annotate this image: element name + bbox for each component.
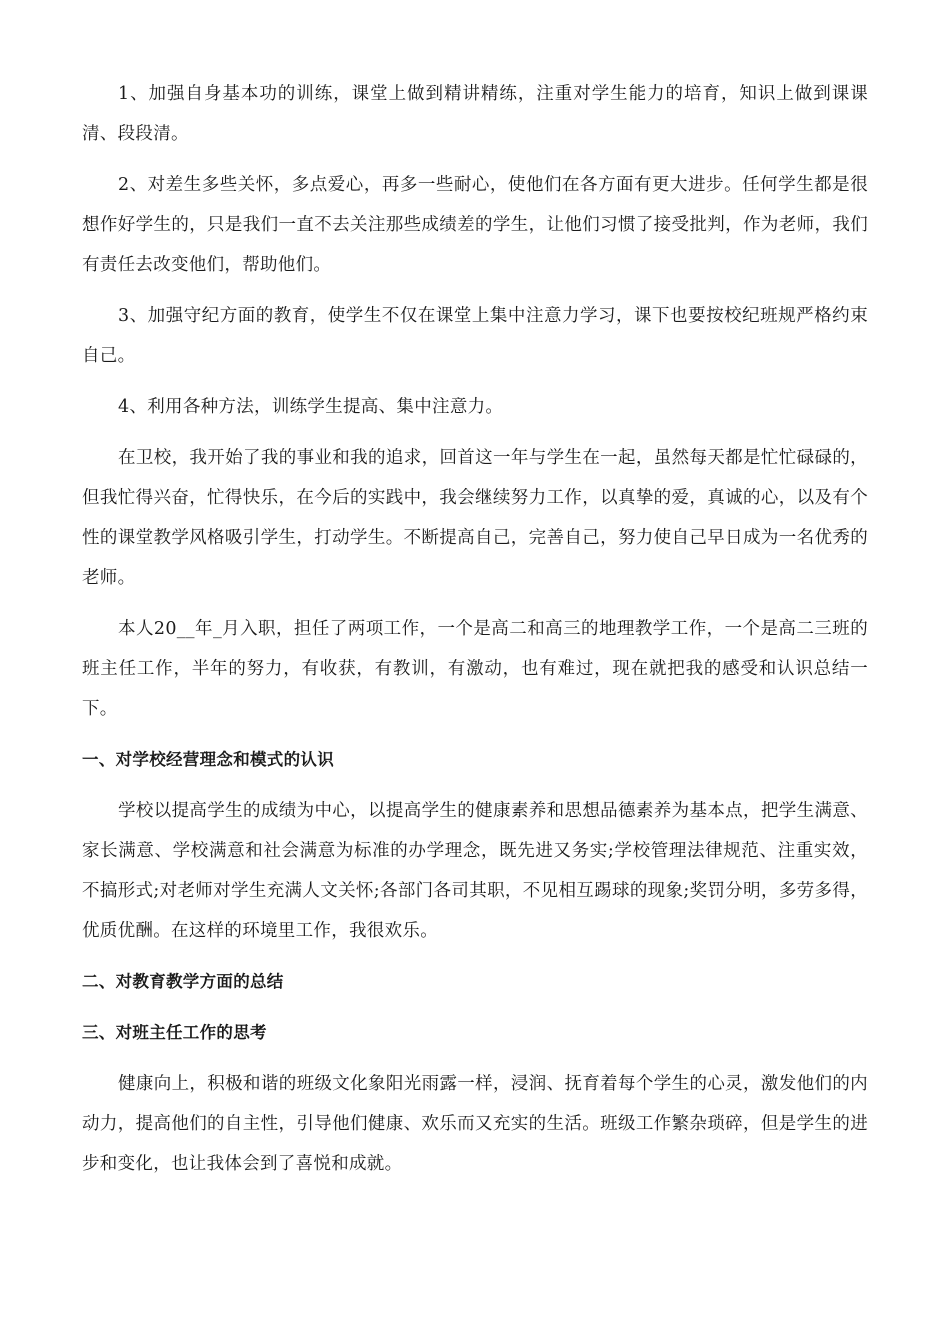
document-body <box>82 74 868 1195</box>
section-heading-2: 二、对教育教学方面的总结 <box>82 972 284 991</box>
paragraph-item-2: 2、对差生多些关怀，多点爱心，再多一些耐心，使他们在各方面有更大进步。任何学生都是很想作好学生的，只是我们一直不去关注那些成绩差的学生，让他们习惯了接受批判，作为老师，我们有责任去改变他们，帮助他们。 <box>82 175 868 275</box>
paragraph-class-culture: 健康向上，积极和谐的班级文化象阳光雨露一样，浸润、抚育着每个学生的心灵，激发他们的内动力，提高他们的自主性，引导他们健康、欢乐而又充实的生活。班级工作繁杂琐碎，但是学生的进步和变化，也让我体会到了喜悦和成就。 <box>82 1074 868 1174</box>
paragraph-item-3: 3、加强守纪方面的教育，使学生不仅在课堂上集中注意力学习，课下也要按校纪班规严格约束自己。 <box>82 306 868 366</box>
paragraph-intro: 本人20__年_月入职，担任了两项工作，一个是高二和高三的地理教学工作，一个是高二三班的班主任工作，半年的努力，有收获，有教训，有激动，也有难过，现在就把我的感受和认识总结一下。 <box>82 619 868 719</box>
paragraph-reflection: 在卫校，我开始了我的事业和我的追求，回首这一年与学生在一起，虽然每天都是忙忙碌碌的，但我忙得兴奋，忙得快乐，在今后的实践中，我会继续努力工作，以真挚的爱，真诚的心，以及有个性的课堂教学风格吸引学生，打动学生。不断提高自己，完善自己，努力使自己早日成为一名优秀的老师。 <box>82 448 868 588</box>
paragraph-school-philosophy: 学校以提高学生的成绩为中心，以提高学生的健康素养和思想品德素养为基本点，把学生满意、家长满意、学校满意和社会满意为标准的办学理念，既先进又务实;学校管理法律规范、注重实效，不搞形式;对老师对学生充满人文关怀;各部门各司其职，不见相互踢球的现象;奖罚分明，多劳多得，优质优酬。在这样的环境里工作，我很欢乐。 <box>82 801 868 941</box>
section-heading-3: 三、对班主任工作的思考 <box>82 1023 267 1042</box>
paragraph-item-4: 4、利用各种方法，训练学生提高、集中注意力。 <box>118 397 504 417</box>
section-heading-1: 一、对学校经营理念和模式的认识 <box>82 750 334 769</box>
paragraph-item-1: 1、加强自身基本功的训练，课堂上做到精讲精练，注重对学生能力的培育，知识上做到课课清、段段清。 <box>82 84 868 144</box>
